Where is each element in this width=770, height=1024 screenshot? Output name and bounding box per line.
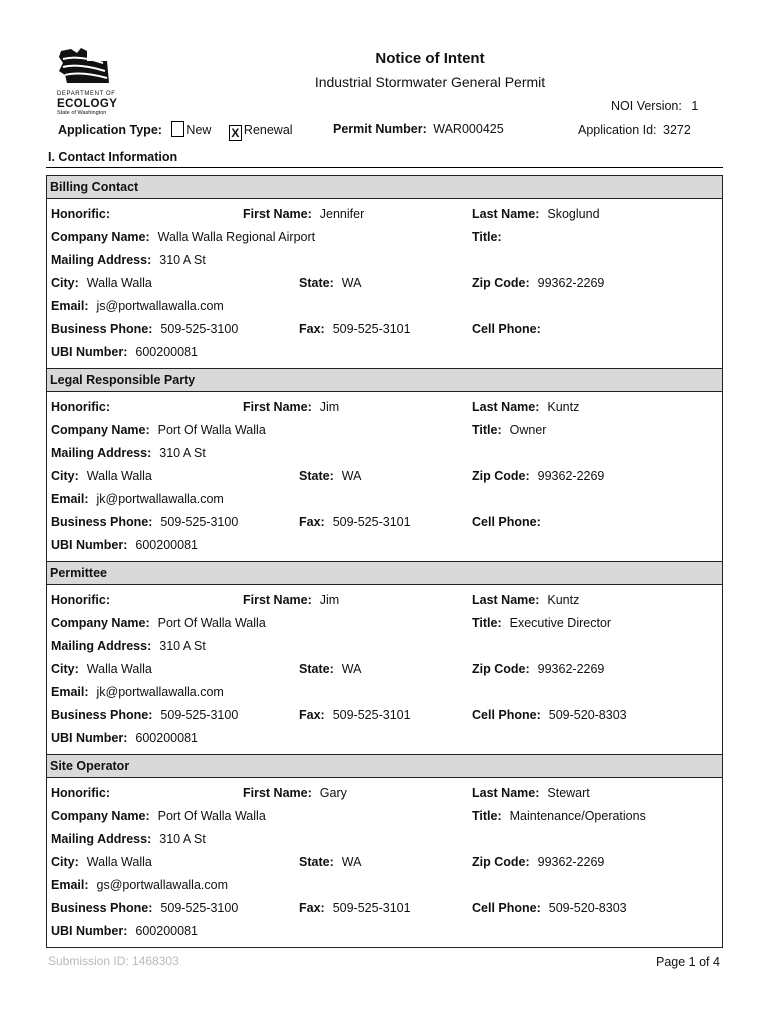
field-value: Owner [509, 423, 547, 437]
field-label: Cell Phone: [472, 515, 541, 529]
field-value: 310 A St [159, 639, 206, 653]
contact-header: Legal Responsible Party [47, 369, 722, 392]
field-company [51, 423, 266, 437]
contact-row [47, 423, 722, 446]
field-title [472, 616, 611, 630]
field-label: Company Name: [51, 616, 150, 630]
field-last-name [472, 593, 579, 607]
application-type [58, 121, 293, 141]
agency-dept: DEPARTMENT OF [57, 91, 116, 97]
field-first-name [243, 207, 364, 221]
field-value: 509-520-8303 [548, 901, 627, 915]
contact-row [47, 639, 722, 662]
field-label: Last Name: [472, 593, 540, 607]
field-label: Email: [51, 492, 89, 506]
field-value: 509-525-3100 [160, 515, 239, 529]
field-label: First Name: [243, 593, 312, 607]
contact-row [47, 207, 722, 230]
field-first-name [243, 400, 339, 414]
field-last-name [472, 207, 600, 221]
field-value: 600200081 [135, 538, 198, 552]
contact-header: Billing Contact [47, 176, 722, 199]
page-subtitle: Industrial Stormwater General Permit [314, 74, 546, 90]
field-value: WA [341, 276, 362, 290]
field-label: UBI Number: [51, 924, 128, 938]
section-title: I. Contact Information [48, 150, 178, 164]
noi-version-label: NOI Version: [611, 99, 682, 113]
contact-row [47, 809, 722, 832]
contact-row [47, 708, 722, 731]
field-honorific [51, 786, 118, 800]
field-label: State: [299, 855, 334, 869]
field-value: 509-525-3101 [332, 322, 411, 336]
field-label: Mailing Address: [51, 253, 152, 267]
contact-body [47, 778, 722, 947]
contact-row [47, 924, 722, 947]
field-label: UBI Number: [51, 538, 128, 552]
field-city [51, 855, 152, 869]
agency-name: ECOLOGY [57, 98, 118, 110]
field-value: Executive Director [509, 616, 612, 630]
field-label: Fax: [299, 708, 325, 722]
renewal-option[interactable] [229, 123, 293, 140]
contact-block [47, 562, 722, 755]
field-label: City: [51, 662, 79, 676]
contact-row [47, 446, 722, 469]
field-value: 99362-2269 [537, 855, 605, 869]
field-company [51, 230, 315, 244]
field-zip [472, 662, 604, 676]
field-label: Mailing Address: [51, 639, 152, 653]
field-label: Last Name: [472, 400, 540, 414]
field-title [472, 423, 546, 437]
contact-row [47, 616, 722, 639]
field-label: Last Name: [472, 207, 540, 221]
field-email [51, 492, 224, 506]
field-ubi [51, 924, 198, 938]
field-zip [472, 469, 604, 483]
field-mailing [51, 639, 206, 653]
field-value: 99362-2269 [537, 276, 605, 290]
contact-row [47, 855, 722, 878]
field-value: Walla Walla [86, 662, 152, 676]
field-value: gs@portwallawalla.com [96, 878, 229, 892]
field-ubi [51, 538, 198, 552]
contact-row [47, 878, 722, 901]
field-label: Fax: [299, 515, 325, 529]
application-id-label: Application Id: [578, 123, 657, 137]
contact-row [47, 786, 722, 809]
new-option[interactable] [171, 123, 215, 137]
field-value: 99362-2269 [537, 662, 605, 676]
field-zip [472, 276, 604, 290]
field-label: Honorific: [51, 400, 111, 414]
field-state [299, 276, 361, 290]
field-value: Walla Walla [86, 276, 152, 290]
page-title: Notice of Intent [375, 50, 485, 67]
field-fax [299, 322, 411, 336]
noi-version-value: 1 [691, 99, 699, 113]
field-cell-phone [472, 901, 627, 915]
field-state [299, 855, 361, 869]
field-label: Zip Code: [472, 855, 530, 869]
field-value: 600200081 [135, 924, 198, 938]
field-value: Gary [319, 786, 347, 800]
permit-number-label: Permit Number: [333, 122, 427, 136]
field-email [51, 299, 224, 313]
field-last-name [472, 400, 579, 414]
field-value: Port Of Walla Walla [157, 616, 266, 630]
permit-number [333, 122, 504, 136]
contact-row [47, 469, 722, 492]
field-email [51, 685, 224, 699]
field-value: js@portwallawalla.com [96, 299, 224, 313]
contact-header: Permittee [47, 562, 722, 585]
contacts-table [46, 175, 723, 948]
field-label: Title: [472, 423, 502, 437]
field-value: jk@portwallawalla.com [96, 685, 224, 699]
field-value: 509-525-3100 [160, 901, 239, 915]
contact-block [47, 755, 722, 948]
contact-row [47, 253, 722, 276]
field-value: WA [341, 855, 362, 869]
field-label: UBI Number: [51, 731, 128, 745]
field-value: Kuntz [547, 400, 580, 414]
contact-row [47, 515, 722, 538]
field-value: 509-525-3100 [160, 708, 239, 722]
field-city [51, 662, 152, 676]
field-label: Title: [472, 616, 502, 630]
field-city [51, 469, 152, 483]
field-label: Business Phone: [51, 322, 153, 336]
field-company [51, 616, 266, 630]
field-value: Walla Walla Regional Airport [157, 230, 316, 244]
field-label: Mailing Address: [51, 832, 152, 846]
contact-row [47, 345, 722, 368]
field-title [472, 230, 510, 244]
field-value: Jim [319, 593, 340, 607]
section-divider [46, 167, 723, 168]
field-value: 600200081 [135, 731, 198, 745]
field-business-phone [51, 322, 238, 336]
field-value: WA [341, 662, 362, 676]
contact-row [47, 901, 722, 924]
field-value: Walla Walla [86, 469, 152, 483]
field-title [472, 809, 646, 823]
field-fax [299, 708, 411, 722]
field-value: Stewart [547, 786, 590, 800]
field-honorific [51, 593, 118, 607]
field-label: First Name: [243, 207, 312, 221]
field-label: Zip Code: [472, 469, 530, 483]
field-label: Email: [51, 878, 89, 892]
field-label: First Name: [243, 400, 312, 414]
field-ubi [51, 345, 198, 359]
contact-row [47, 322, 722, 345]
contact-row [47, 685, 722, 708]
contact-block [47, 369, 722, 562]
field-label: Zip Code: [472, 662, 530, 676]
noi-version [611, 99, 698, 113]
contact-body [47, 585, 722, 754]
field-value: Walla Walla [86, 855, 152, 869]
field-label: Honorific: [51, 593, 111, 607]
field-fax [299, 901, 411, 915]
field-label: City: [51, 469, 79, 483]
field-value: 99362-2269 [537, 469, 605, 483]
field-label: First Name: [243, 786, 312, 800]
field-business-phone [51, 708, 238, 722]
contact-header: Site Operator [47, 755, 722, 778]
field-label: Cell Phone: [472, 901, 541, 915]
field-cell-phone [472, 322, 549, 336]
field-city [51, 276, 152, 290]
field-value: Port Of Walla Walla [157, 423, 266, 437]
field-fax [299, 515, 411, 529]
field-label: Email: [51, 299, 89, 313]
renewal-label: Renewal [243, 123, 293, 137]
application-type-label: Application Type: [58, 123, 162, 137]
agency-state: State of Washington [57, 110, 107, 116]
field-label: Company Name: [51, 809, 150, 823]
field-label: Title: [472, 230, 502, 244]
permit-number-value: WAR000425 [433, 122, 504, 136]
field-value: 509-525-3100 [160, 322, 239, 336]
application-id-value: 3272 [663, 123, 691, 137]
field-label: Mailing Address: [51, 446, 152, 460]
application-id [578, 123, 691, 137]
field-value: 600200081 [135, 345, 198, 359]
field-zip [472, 855, 604, 869]
field-value: Jennifer [319, 207, 365, 221]
contact-row [47, 593, 722, 616]
field-label: Email: [51, 685, 89, 699]
contact-row [47, 492, 722, 515]
renewal-checkbox[interactable]: X [229, 125, 242, 141]
field-label: Business Phone: [51, 708, 153, 722]
field-value: 310 A St [159, 832, 206, 846]
field-label: Title: [472, 809, 502, 823]
field-label: Last Name: [472, 786, 540, 800]
field-label: City: [51, 855, 79, 869]
field-business-phone [51, 901, 238, 915]
field-company [51, 809, 266, 823]
field-label: Business Phone: [51, 901, 153, 915]
field-label: State: [299, 662, 334, 676]
field-label: Fax: [299, 322, 325, 336]
contact-body [47, 199, 722, 368]
field-label: Cell Phone: [472, 322, 541, 336]
field-value: Jim [319, 400, 340, 414]
field-label: Company Name: [51, 423, 150, 437]
field-value: 310 A St [159, 253, 206, 267]
field-value: Maintenance/Operations [509, 809, 646, 823]
field-value: 310 A St [159, 446, 206, 460]
field-ubi [51, 731, 198, 745]
field-cell-phone [472, 515, 549, 529]
field-label: Business Phone: [51, 515, 153, 529]
field-value: 509-520-8303 [548, 708, 627, 722]
field-value: 509-525-3101 [332, 901, 411, 915]
contact-row [47, 230, 722, 253]
field-first-name [243, 593, 339, 607]
field-label: State: [299, 469, 334, 483]
field-value: 509-525-3101 [332, 515, 411, 529]
field-label: State: [299, 276, 334, 290]
new-checkbox[interactable] [171, 121, 184, 137]
field-cell-phone [472, 708, 627, 722]
field-value: jk@portwallawalla.com [96, 492, 224, 506]
field-state [299, 662, 361, 676]
field-honorific [51, 400, 118, 414]
contact-row [47, 299, 722, 322]
field-label: Honorific: [51, 786, 111, 800]
field-first-name [243, 786, 347, 800]
field-value: Port Of Walla Walla [157, 809, 266, 823]
contact-row [47, 538, 722, 561]
new-label: New [186, 123, 212, 137]
field-email [51, 878, 228, 892]
submission-id: Submission ID: 1468303 [48, 954, 179, 968]
contact-row [47, 276, 722, 299]
contact-row [47, 731, 722, 754]
field-business-phone [51, 515, 238, 529]
contact-body [47, 392, 722, 561]
field-value: Skoglund [547, 207, 600, 221]
field-label: UBI Number: [51, 345, 128, 359]
field-label: Company Name: [51, 230, 150, 244]
field-label: City: [51, 276, 79, 290]
field-label: Honorific: [51, 207, 111, 221]
field-honorific [51, 207, 118, 221]
field-value: 509-525-3101 [332, 708, 411, 722]
field-mailing [51, 253, 206, 267]
field-label: Zip Code: [472, 276, 530, 290]
contact-row [47, 662, 722, 685]
field-mailing [51, 832, 206, 846]
field-label: Fax: [299, 901, 325, 915]
field-last-name [472, 786, 590, 800]
field-label: Cell Phone: [472, 708, 541, 722]
page-number: Page 1 of 4 [656, 955, 720, 969]
field-value: WA [341, 469, 362, 483]
contact-row [47, 400, 722, 423]
field-value: Kuntz [547, 593, 580, 607]
field-mailing [51, 446, 206, 460]
field-state [299, 469, 361, 483]
contact-block [47, 176, 722, 369]
contact-row [47, 832, 722, 855]
